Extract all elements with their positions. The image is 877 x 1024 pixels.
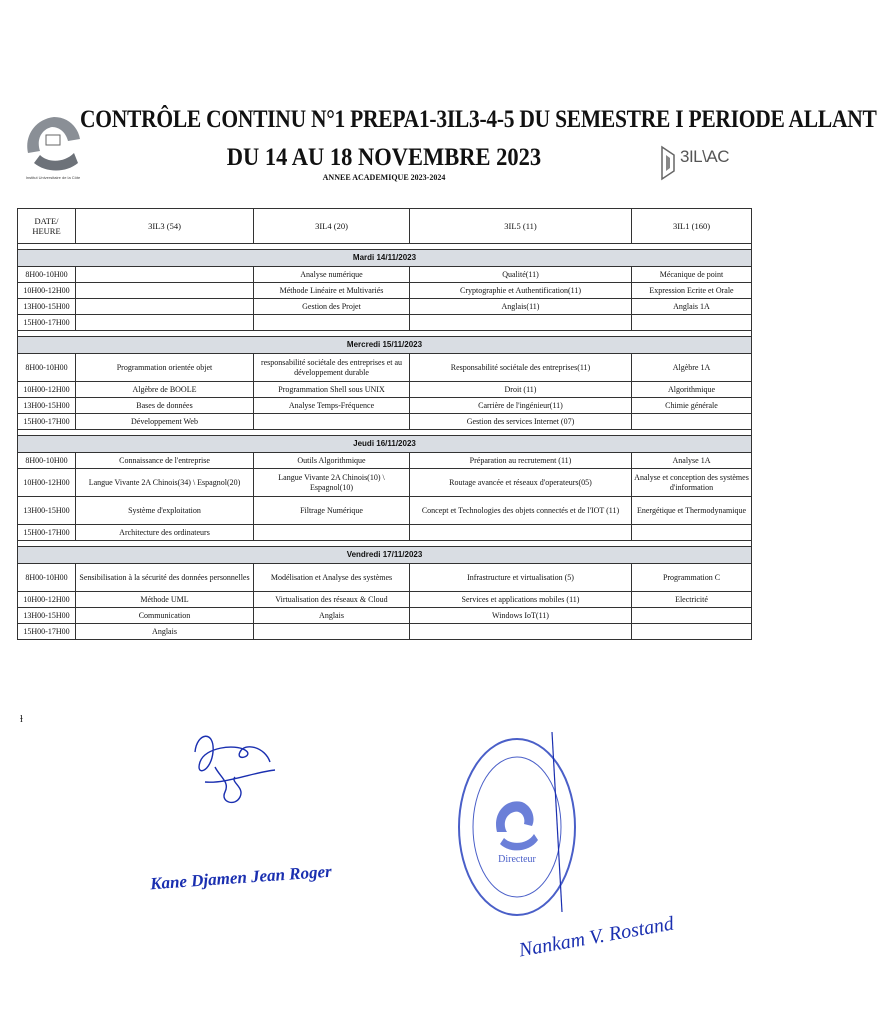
time-slot: 13H00-15H00 [18, 398, 76, 414]
stamp-role-text: Directeur [498, 854, 536, 865]
course-cell: Qualité(11) [410, 267, 632, 283]
day-header-row [18, 436, 752, 453]
time-slot: 15H00-17H00 [18, 624, 76, 640]
course-cell: Anglais 1A [632, 299, 752, 315]
time-slot: 13H00-15H00 [18, 299, 76, 315]
course-cell: Méthode Linéaire et Multivariés [254, 283, 410, 299]
column-header-3il4: 3IL4 (20) [254, 209, 410, 244]
course-cell: Expression Ecrite et Orale [632, 283, 752, 299]
course-cell: Gestion des Projet [254, 299, 410, 315]
time-slot: 13H00-15H00 [18, 608, 76, 624]
table-row [18, 624, 752, 640]
time-slot: 15H00-17H00 [18, 315, 76, 331]
table-row [18, 315, 752, 331]
column-header-3il3: 3IL3 (54) [76, 209, 254, 244]
stamp-seal-icon [452, 732, 582, 922]
course-cell: Analyse et conception des systèmes d'information [632, 469, 752, 497]
time-slot: 10H00-12H00 [18, 469, 76, 497]
course-cell: Mécanique de point [632, 267, 752, 283]
course-cell [410, 315, 632, 331]
table-row [18, 267, 752, 283]
course-cell [76, 267, 254, 283]
course-cell: Virtualisation des réseaux & Cloud [254, 592, 410, 608]
course-cell: Programmation orientée objet [76, 354, 254, 382]
course-cell: Sensibilisation à la sécurité des données personnelles [76, 564, 254, 592]
course-cell: Windows IoT(11) [410, 608, 632, 624]
day-label: Mardi 14/11/2023 [18, 250, 752, 267]
table-row [18, 299, 752, 315]
course-cell [254, 624, 410, 640]
course-cell: Bases de données [76, 398, 254, 414]
table-row [18, 398, 752, 414]
3il-logo-icon [660, 145, 678, 181]
exam-schedule-table [17, 208, 752, 640]
course-cell [76, 299, 254, 315]
academic-year: ANNEE ACADEMIQUE 2023-2024 [322, 173, 446, 182]
course-cell [254, 414, 410, 430]
3il-logo [660, 143, 740, 191]
course-cell: Services et applications mobiles (11) [410, 592, 632, 608]
time-slot: 10H00-12H00 [18, 283, 76, 299]
course-cell: Système d'exploitation [76, 497, 254, 525]
course-cell: Algèbre de BOOLE [76, 382, 254, 398]
course-cell: Algèbre 1A [632, 354, 752, 382]
column-header-date: DATE/ HEURE [18, 209, 76, 244]
margin-mark: ɫ [20, 714, 23, 725]
column-header-3il1: 3IL1 (160) [632, 209, 752, 244]
table-row [18, 382, 752, 398]
course-cell: Communication [76, 608, 254, 624]
day-label: Mercredi 15/11/2023 [18, 337, 752, 354]
course-cell: Concept et Technologies des objets connectés et de l'IOT (11) [410, 497, 632, 525]
course-cell [410, 525, 632, 541]
course-cell [632, 525, 752, 541]
course-cell: Développement Web [76, 414, 254, 430]
course-cell: Algorithmique [632, 382, 752, 398]
course-cell: Cryptographie et Authentification(11) [410, 283, 632, 299]
day-header-row [18, 250, 752, 267]
course-cell: Anglais(11) [410, 299, 632, 315]
day-header-row [18, 547, 752, 564]
course-cell [76, 315, 254, 331]
course-cell [254, 315, 410, 331]
handwritten-signature-left [175, 722, 285, 822]
time-slot: 15H00-17H00 [18, 525, 76, 541]
day-header-row [18, 337, 752, 354]
time-slot: 8H00-10H00 [18, 453, 76, 469]
course-cell [632, 624, 752, 640]
course-cell: Modélisation et Analyse des systèmes [254, 564, 410, 592]
time-slot: 8H00-10H00 [18, 354, 76, 382]
document-title-line1: CONTRÔLE CONTINU N°1 PREPA1-3IL3-4-5 DU SEMESTRE I PERIODE ALLANT [80, 106, 877, 133]
signature-scribble-icon [175, 722, 285, 822]
course-cell: Routage avancée et réseaux d'operateurs(05) [410, 469, 632, 497]
course-cell [632, 315, 752, 331]
course-cell [76, 283, 254, 299]
table-row [18, 564, 752, 592]
table-row [18, 354, 752, 382]
course-cell: Programmation Shell sous UNIX [254, 382, 410, 398]
course-cell [632, 414, 752, 430]
course-cell: Architecture des ordinateurs [76, 525, 254, 541]
course-cell: Préparation au recrutement (11) [410, 453, 632, 469]
institution-logo-caption: Institut Universitaire de la Côte [25, 175, 81, 180]
official-stamp [452, 732, 582, 922]
table-row [18, 469, 752, 497]
course-cell: Filtrage Numérique [254, 497, 410, 525]
table-row [18, 592, 752, 608]
course-cell: Outils Algorithmique [254, 453, 410, 469]
table-row [18, 283, 752, 299]
time-slot: 8H00-10H00 [18, 267, 76, 283]
day-label: Vendredi 17/11/2023 [18, 547, 752, 564]
course-cell: Responsabilité sociétale des entreprises(11) [410, 354, 632, 382]
time-slot: 15H00-17H00 [18, 414, 76, 430]
course-cell: Gestion des services Internet (07) [410, 414, 632, 430]
course-cell: Analyse 1A [632, 453, 752, 469]
table-row [18, 453, 752, 469]
course-cell: Langue Vivante 2A Chinois(34) \ Espagnol(20) [76, 469, 254, 497]
table-row [18, 497, 752, 525]
table-row [18, 608, 752, 624]
signatory-right-name: Nankam V. Rostand [517, 912, 676, 962]
course-cell: Méthode UML [76, 592, 254, 608]
course-cell: Analyse numérique [254, 267, 410, 283]
course-cell: Infrastructure et virtualisation (5) [410, 564, 632, 592]
course-cell: Chimie générale [632, 398, 752, 414]
course-cell: Anglais [254, 608, 410, 624]
table-row [18, 525, 752, 541]
course-cell: Programmation C [632, 564, 752, 592]
course-cell [632, 608, 752, 624]
course-cell: Anglais [76, 624, 254, 640]
course-cell: responsabilité sociétale des entreprises et au développement durable [254, 354, 410, 382]
course-cell [254, 525, 410, 541]
course-cell: Analyse Temps-Fréquence [254, 398, 410, 414]
time-slot: 13H00-15H00 [18, 497, 76, 525]
signatory-left-name: Kane Djamen Jean Roger [149, 861, 333, 894]
time-slot: 10H00-12H00 [18, 592, 76, 608]
course-cell: Connaissance de l'entreprise [76, 453, 254, 469]
day-label: Jeudi 16/11/2023 [18, 436, 752, 453]
3il-logo-text: 3IL\AC [680, 147, 729, 166]
course-cell: Carrière de l'ingénieur(11) [410, 398, 632, 414]
course-cell: Droit (11) [410, 382, 632, 398]
course-cell [410, 624, 632, 640]
column-header-3il5: 3IL5 (11) [410, 209, 632, 244]
time-slot: 8H00-10H00 [18, 564, 76, 592]
table-header-row [18, 209, 752, 244]
table-row [18, 414, 752, 430]
course-cell: Electricité [632, 592, 752, 608]
course-cell: Energétique et Thermodynamique [632, 497, 752, 525]
document-title-line2: DU 14 AU 18 NOVEMBRE 2023 [226, 144, 542, 171]
course-cell: Langue Vivante 2A Chinois(10) \ Espagnol(10) [254, 469, 410, 497]
time-slot: 10H00-12H00 [18, 382, 76, 398]
